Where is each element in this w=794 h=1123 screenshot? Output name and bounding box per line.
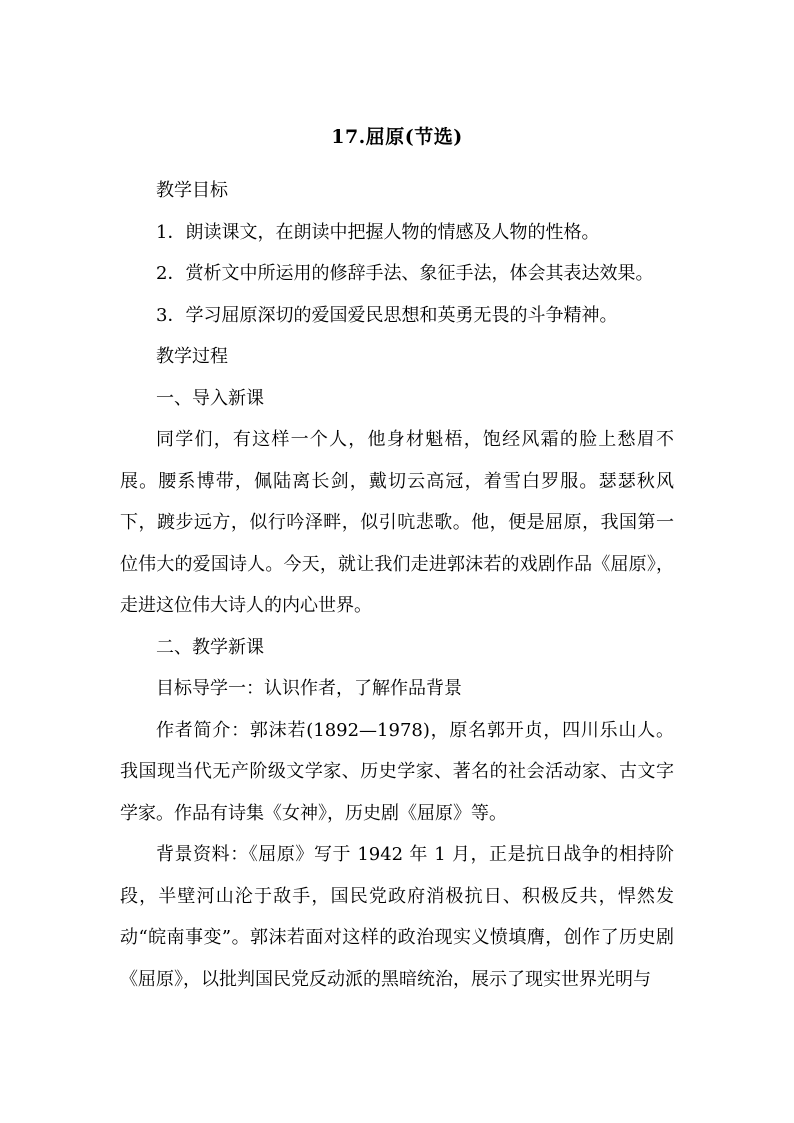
- background-paragraph: 背景资料：《屈原》写于 1942 年 1 月，正是抗日战争的相持阶段，半壁河山沦于敌手，国民党政府消极抗日、积极反共，悍然发动“皖南事变”。郭沫若面对这样的政治现实义愤填膺，创作了历史剧《屈原》，以批判国民党反动派的黑暗统治，展示了现实世界光明与: [120, 844, 674, 990]
- document-title: 17.屈原(节选): [331, 126, 463, 148]
- section-heading-process: 教学过程: [156, 346, 228, 367]
- subsection-heading-new-lesson: 二、教学新课: [156, 636, 264, 658]
- objective-item-2: 2．赏析文中所运用的修辞手法、象征手法，体会其表达效果。: [156, 263, 654, 284]
- objective-item-1: 1．朗读课文，在朗读中把握人物的情感及人物的性格。: [156, 221, 600, 243]
- intro-paragraph: 同学们，有这样一个人，他身材魁梧，饱经风霜的脸上愁眉不展。腰系博带，佩陆离长剑，戴切云高冠，着雪白罗服。瑟瑟秋风下，踱步远方，似行吟泽畔，似引吭悲歌。他，便是屈原，我国第一位伟大的爱国诗人。今天，就让我们走进郭沫若的戏剧作品《屈原》，走进这位伟大诗人的内心世界。: [120, 429, 674, 616]
- objective-item-3: 3．学习屈原深切的爱国爱民思想和英勇无畏的斗争精神。: [156, 304, 618, 326]
- subsection-heading-intro: 一、导入新课: [156, 387, 264, 409]
- author-intro-paragraph: 作者简介：郭沫若(1892—1978)，原名郭开贞，四川乐山人。我国现当代无产阶级文学家、历史学家、著名的社会活动家、古文字学家。作品有诗集《女神》，历史剧《屈原》等。: [120, 719, 674, 824]
- document-body: [120, 170, 674, 1000]
- section-heading-objectives: 教学目标: [156, 180, 228, 201]
- goal-heading-1: 目标导学一：认识作者，了解作品背景: [156, 678, 462, 699]
